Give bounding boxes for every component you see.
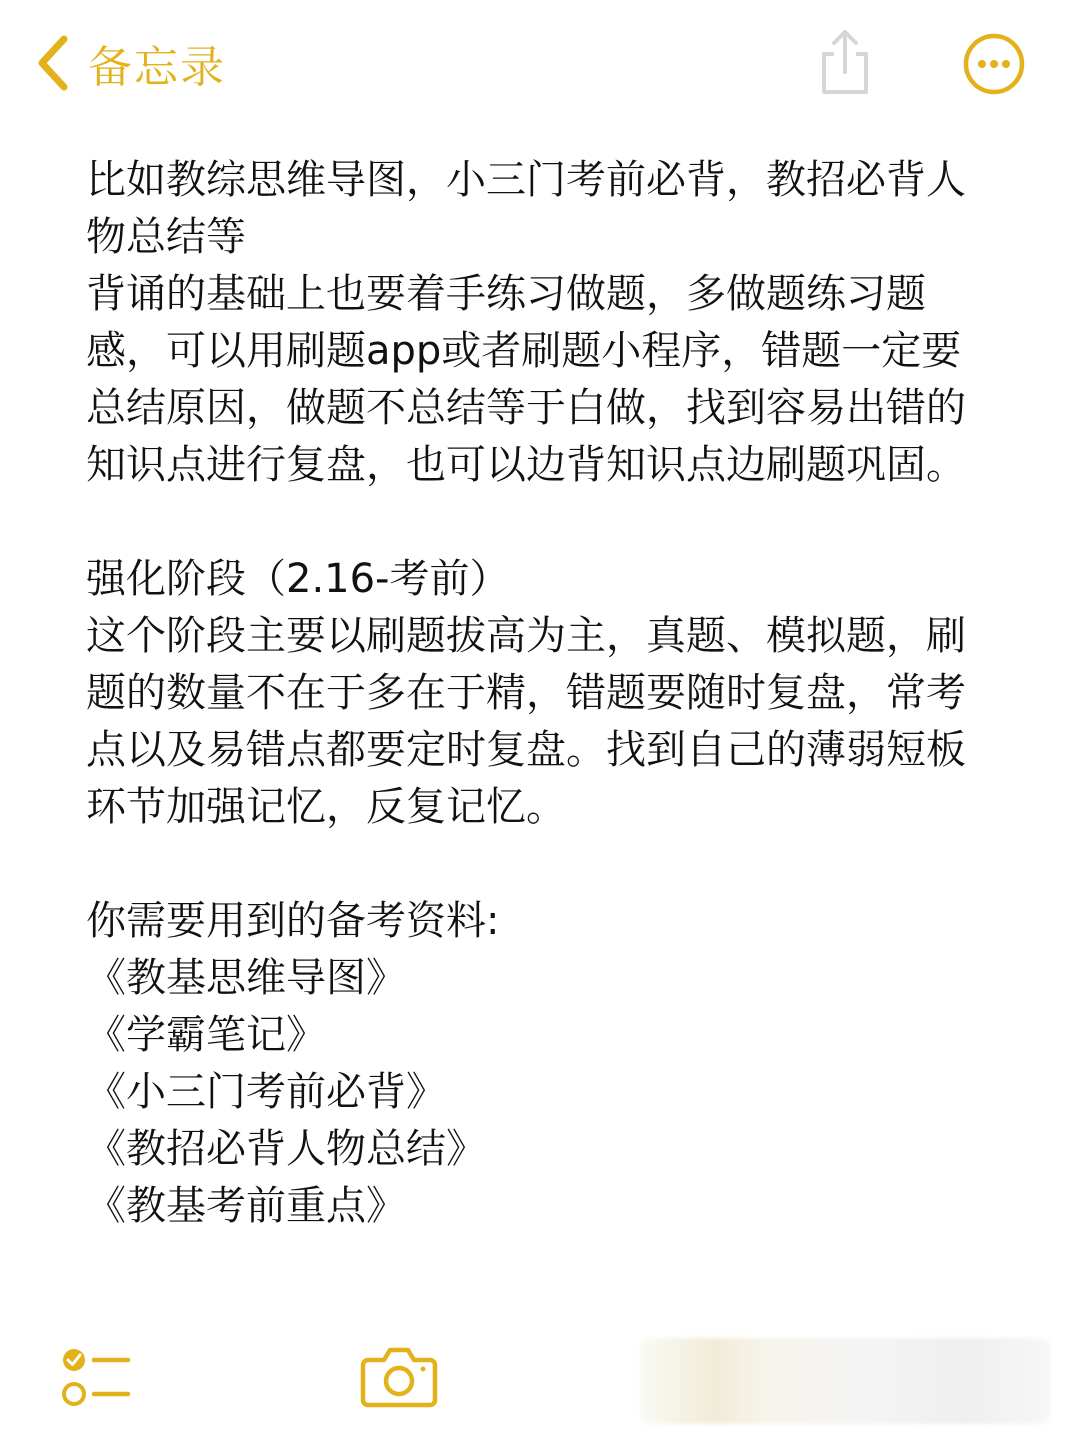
camera-icon bbox=[360, 1395, 438, 1414]
back-label: 备忘录 bbox=[88, 42, 226, 93]
checklist-button[interactable] bbox=[60, 1342, 134, 1416]
more-button[interactable] bbox=[962, 32, 1026, 96]
back-button[interactable] bbox=[36, 30, 226, 96]
note-body[interactable] bbox=[86, 152, 986, 1235]
material-item: 《学霸笔记》 bbox=[86, 1012, 326, 1058]
camera-button[interactable] bbox=[360, 1340, 438, 1410]
obscured-toolbar-area bbox=[640, 1338, 1050, 1424]
material-item: 《小三门考前必背》 bbox=[86, 1069, 446, 1115]
material-item: 《教基考前重点》 bbox=[86, 1183, 406, 1229]
note-paragraph: 这个阶段主要以刷题拔高为主，真题、模拟题，刷题的数量不在于多在于精，错题要随时复盘，常考点以及易错点都要定时复盘。找到自己的薄弱短板环节加强记忆，反复记忆。 bbox=[86, 613, 966, 830]
note-paragraph: 你需要用到的备考资料: bbox=[86, 898, 500, 944]
share-button[interactable] bbox=[812, 28, 878, 98]
navigation-bar bbox=[0, 0, 1080, 130]
note-paragraph: 比如教综思维导图，小三门考前必背，教招必背人物总结等 bbox=[86, 157, 966, 260]
material-item: 《教招必背人物总结》 bbox=[86, 1126, 486, 1172]
ellipsis-circle-icon bbox=[962, 81, 1026, 100]
note-paragraph: 背诵的基础上也要着手练习做题，多做题练习题感，可以用刷题app或者刷题小程序，错题一定要总结原因，做题不总结等于白做，找到容易出错的知识点进行复盘，也可以边背知识点边刷题巩固。 bbox=[86, 271, 966, 488]
share-icon bbox=[812, 83, 878, 102]
blank-line bbox=[86, 836, 986, 893]
material-item: 《教基思维导图》 bbox=[86, 955, 406, 1001]
checklist-icon bbox=[60, 1401, 134, 1420]
blank-line bbox=[86, 494, 986, 551]
bottom-toolbar bbox=[0, 1320, 1080, 1440]
note-heading: 强化阶段（2.16-考前） bbox=[86, 556, 510, 602]
chevron-left-icon bbox=[36, 35, 70, 91]
